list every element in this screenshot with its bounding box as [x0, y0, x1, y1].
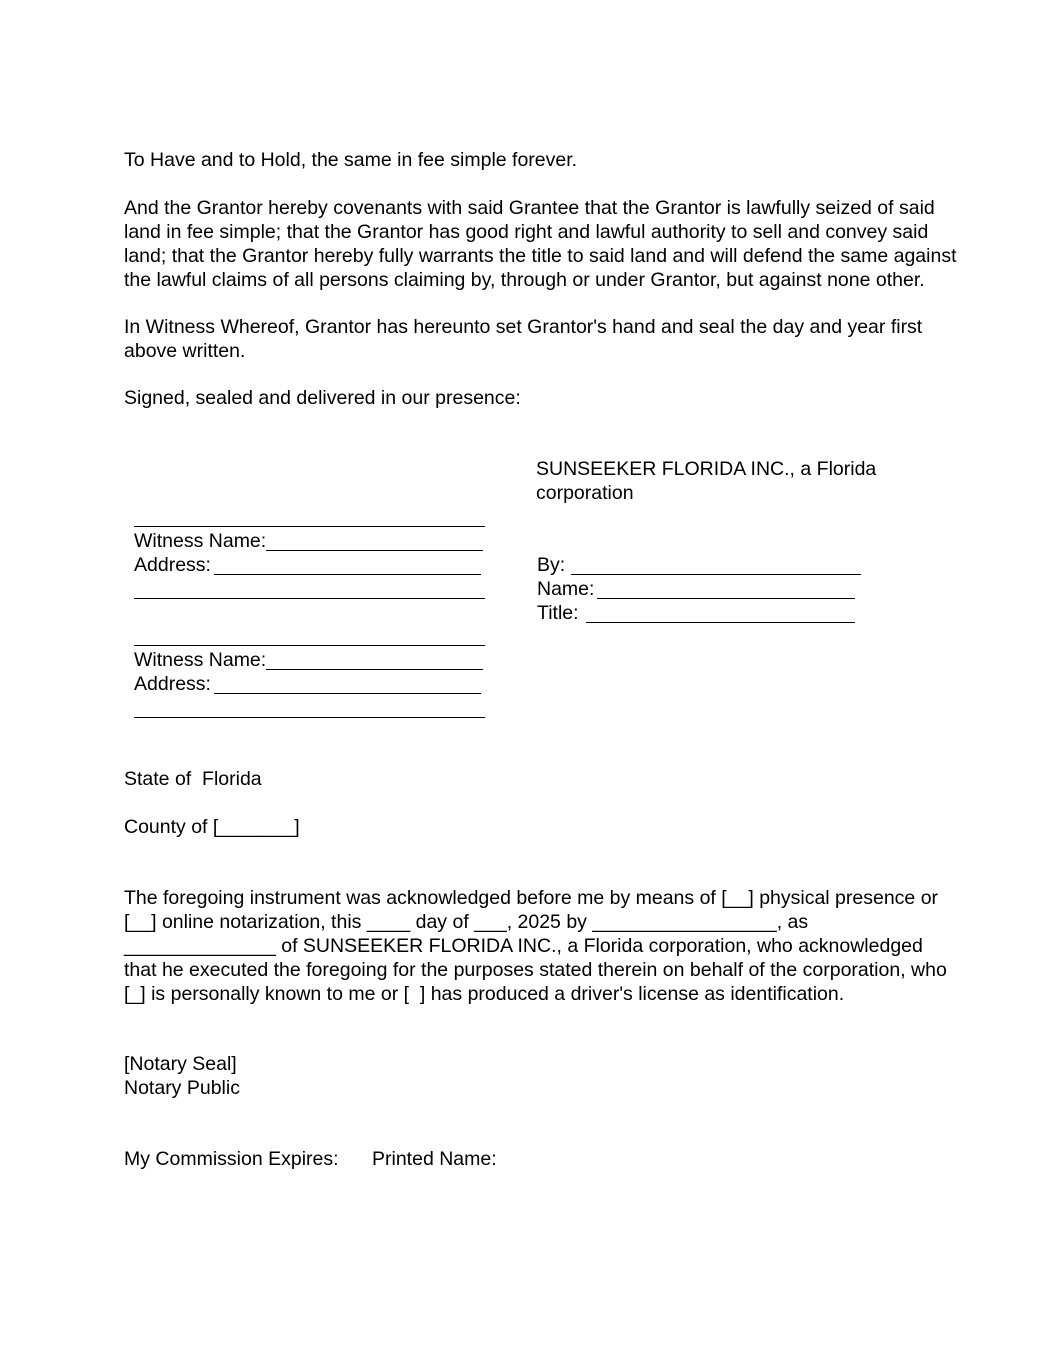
covenant-line: the lawful claims of all persons claiming by, through or under Grantor, but against none other. [124, 269, 925, 291]
witness-1-address-line-2[interactable] [134, 598, 485, 599]
witness-1-signature-line[interactable] [134, 526, 485, 527]
acknowledgment-line: [__] online notarization, this ____ day of ___, 2025 by _________________, as [124, 911, 809, 933]
corporation-type: corporation [536, 482, 634, 504]
state-line-block [124, 767, 944, 791]
by-signature-line[interactable] [571, 574, 861, 575]
acknowledgment-line: ______________ of SUNSEEKER FLORIDA INC., a Florida corporation, who acknowledged [124, 935, 923, 957]
signed-sealed-paragraph [124, 386, 944, 410]
acknowledgment-paragraph [124, 886, 947, 1006]
witness-2-name-line[interactable] [266, 669, 483, 670]
to-have-and-to-hold-paragraph [124, 148, 944, 172]
covenant-line: land in fee simple; that the Grantor has good right and lawful authority to sell and convey said [124, 221, 929, 243]
acknowledgment-line: that he executed the foregoing for the purposes stated therein on behalf of the corporation, who [124, 959, 947, 981]
notary-block [124, 1052, 944, 1100]
commission-expires-label: My Commission Expires: [124, 1148, 339, 1170]
printed-name-label: Printed Name: [372, 1148, 497, 1170]
county-of: County of [_______] [124, 816, 300, 838]
grantor-name-line[interactable] [597, 598, 855, 599]
witness-whereof-line: above written. [124, 340, 246, 362]
grantor-title-line[interactable] [586, 622, 855, 623]
witness-whereof-line: In Witness Whereof, Grantor has hereunto set Grantor's hand and seal the day and year first [124, 316, 923, 338]
by-label: By: [537, 554, 566, 576]
to-have-line: To Have and to Hold, the same in fee simple forever. [124, 149, 578, 171]
acknowledgment-line: [_] is personally known to me or [ ] has produced a driver's license as identification. [124, 983, 845, 1005]
witness-1-name-label: Witness Name: [134, 530, 267, 552]
acknowledgment-line: The foregoing instrument was acknowledged before me by means of [__] physical presence or [124, 887, 939, 909]
witness-2-signature-line[interactable] [134, 645, 485, 646]
witness-1-name-line[interactable] [266, 550, 483, 551]
witness-whereof-paragraph [124, 315, 944, 363]
signed-sealed-line: Signed, sealed and delivered in our presence: [124, 387, 521, 409]
witness-2-address-line[interactable] [214, 693, 481, 694]
grantor-title-label: Title: [537, 602, 579, 624]
witness-1-address-label: Address: [134, 554, 211, 576]
notary-seal: [Notary Seal] [124, 1053, 237, 1075]
grantor-corporation-block [536, 457, 936, 505]
covenant-line: land; that the Grantor hereby fully warrants the title to said land and will defend the same against [124, 245, 957, 267]
state-of-florida: State of Florida [124, 768, 262, 790]
corporation-name: SUNSEEKER FLORIDA INC., a Florida [536, 458, 877, 480]
grantor-name-label: Name: [537, 578, 595, 600]
covenant-paragraph [124, 196, 957, 292]
witness-1-address-line[interactable] [214, 574, 481, 575]
notary-public: Notary Public [124, 1077, 240, 1099]
county-line-block [124, 815, 944, 839]
witness-2-address-label: Address: [134, 673, 211, 695]
witness-2-address-line-2[interactable] [134, 717, 485, 718]
covenant-line: And the Grantor hereby covenants with said Grantee that the Grantor is lawfully seized of said [124, 197, 935, 219]
witness-2-name-label: Witness Name: [134, 649, 267, 671]
